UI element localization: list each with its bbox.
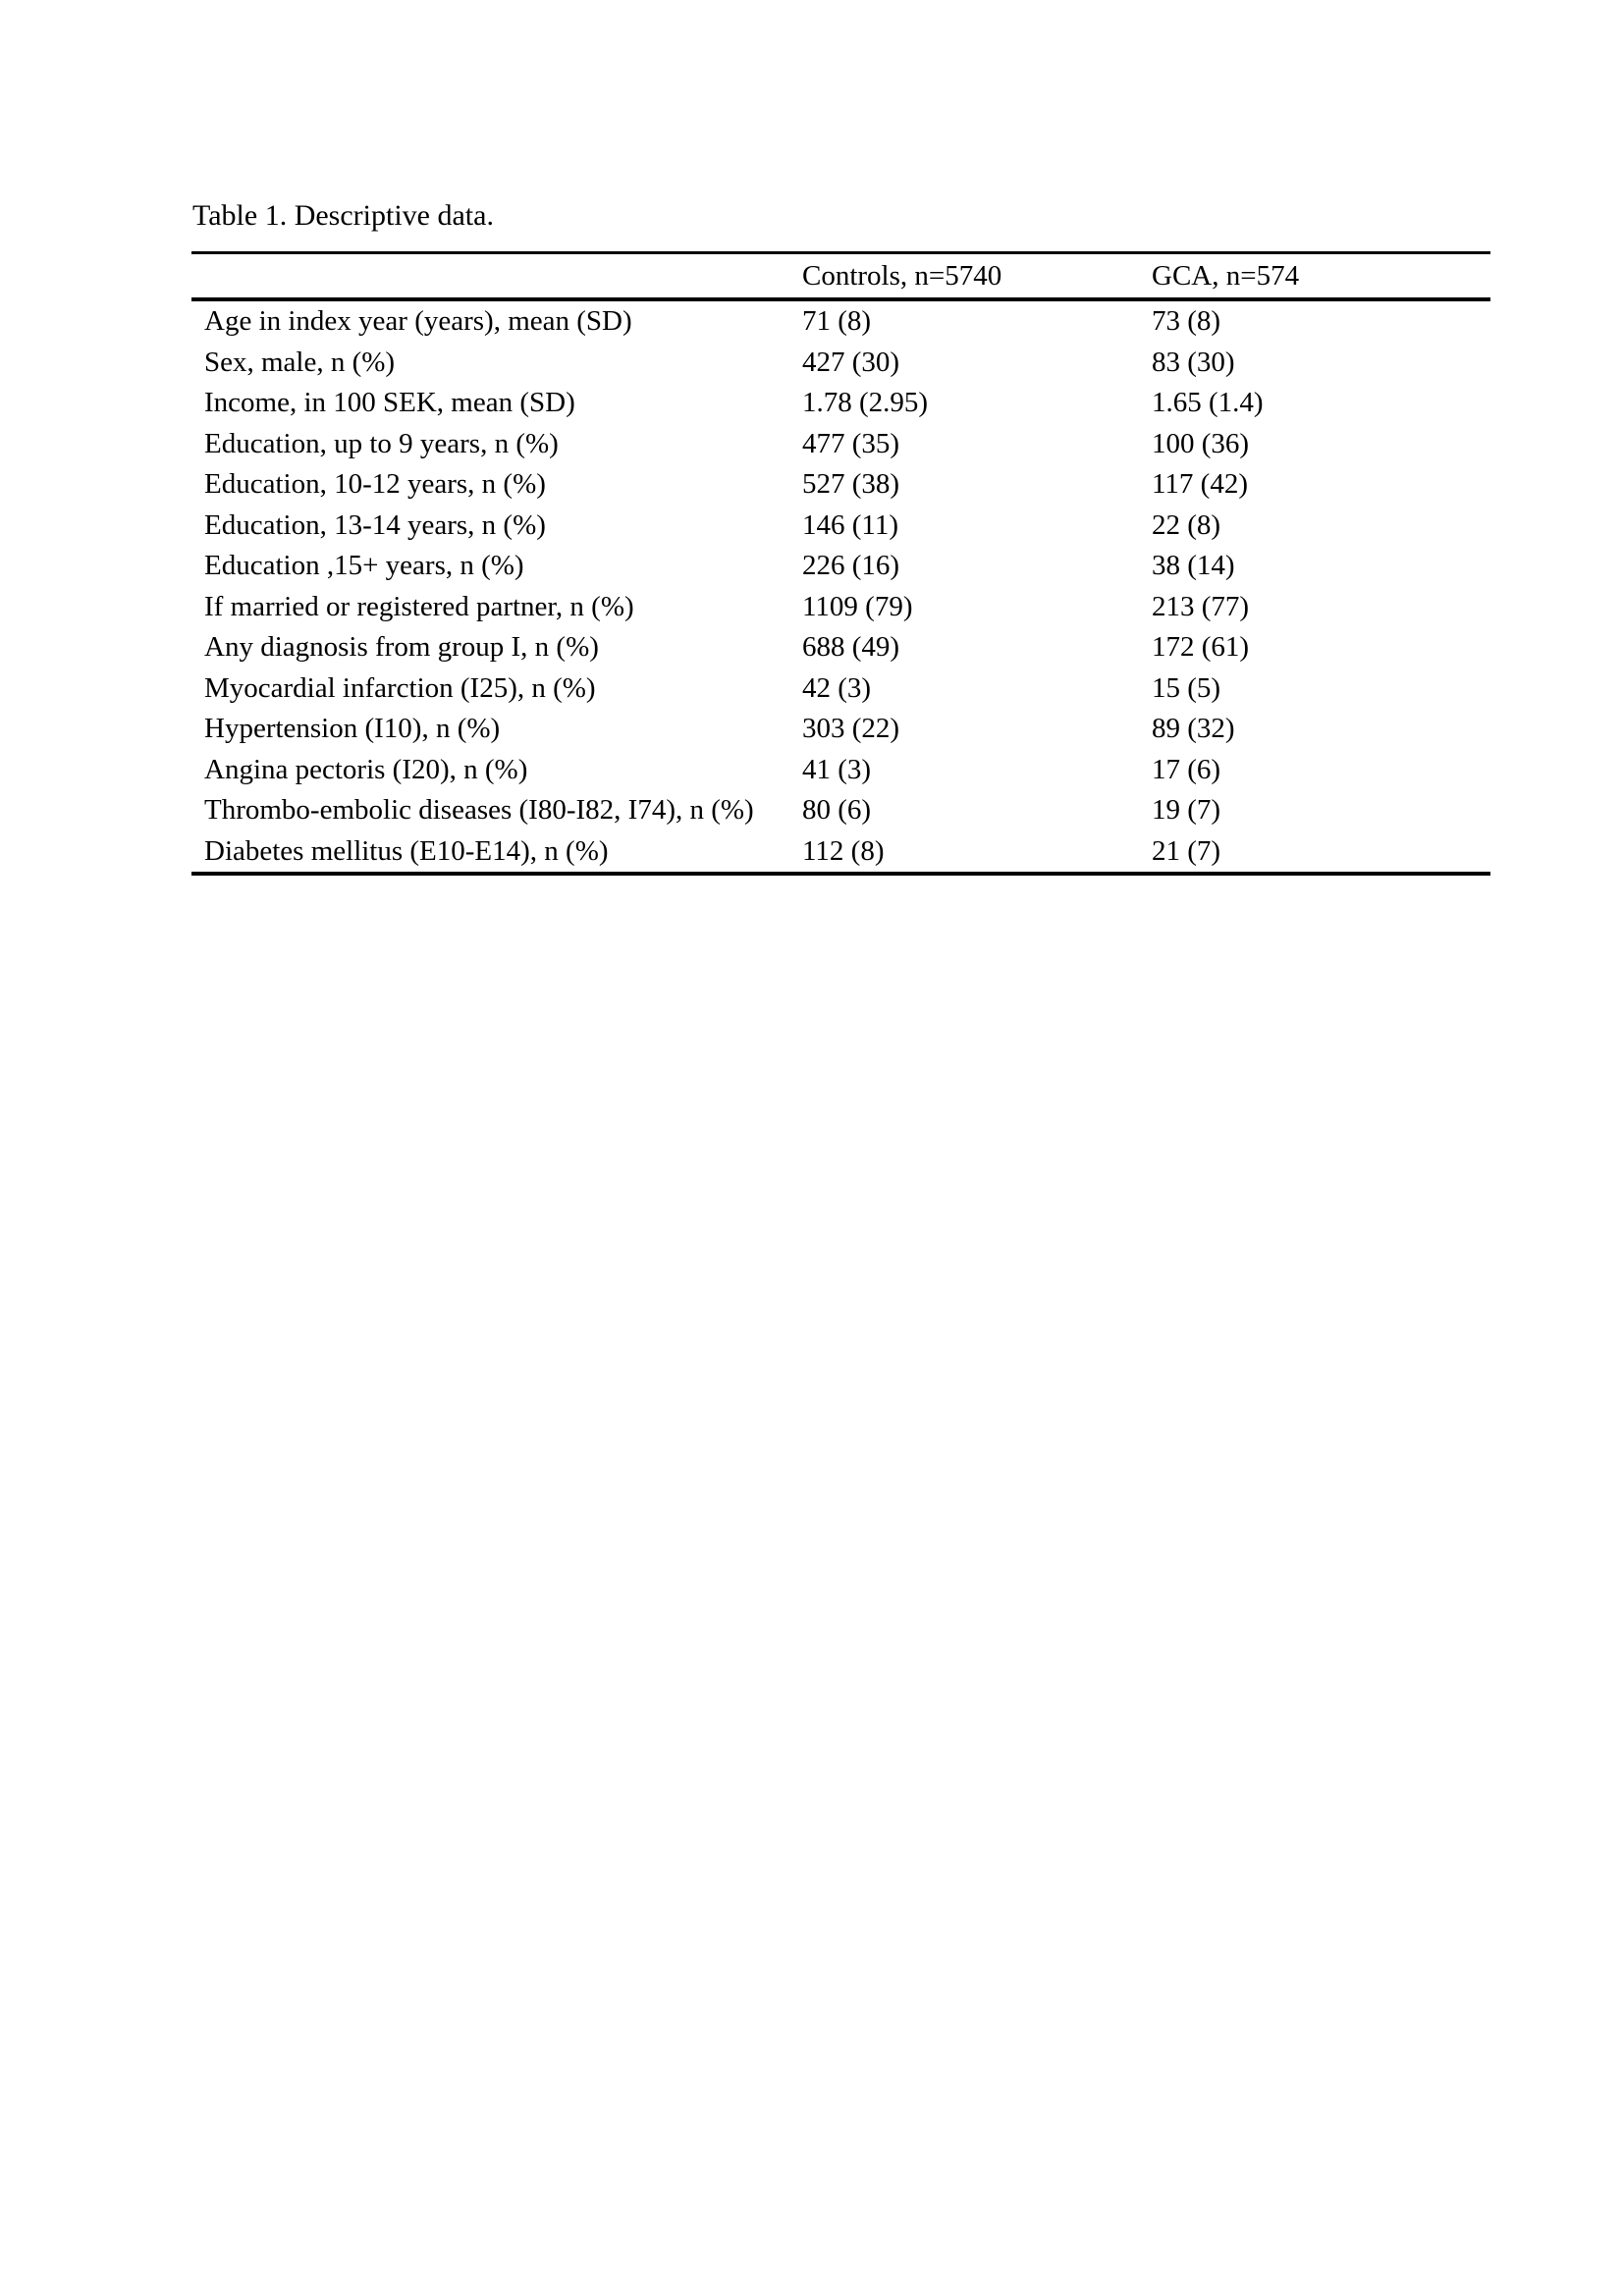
header-row (191, 253, 1490, 300)
controls-value-cell: 1109 (79) (802, 590, 913, 622)
controls-value-cell: 42 (3) (802, 671, 872, 704)
gca-value-cell: 117 (42) (1152, 468, 1248, 501)
gca-value-cell: 19 (7) (1152, 794, 1221, 827)
gca-value-cell: 213 (77) (1152, 590, 1250, 622)
gca-value-cell: 38 (14) (1152, 550, 1235, 582)
table-row (191, 627, 1490, 668)
gca-value-cell: 73 (8) (1152, 305, 1221, 338)
row-label-cell: If married or registered partner, n (%) (204, 590, 634, 622)
table-row (191, 709, 1490, 750)
controls-value-cell: 71 (8) (802, 305, 872, 338)
header-controls: Controls, n=5740 (802, 260, 1002, 292)
header-gca: GCA, n=574 (1152, 260, 1300, 292)
gca-value-cell: 22 (8) (1152, 508, 1221, 541)
controls-value-cell: 112 (8) (802, 834, 885, 867)
gca-value-cell: 172 (61) (1152, 631, 1250, 664)
table-row (191, 424, 1490, 465)
descriptive-data-table (191, 251, 1490, 876)
row-label-cell: Education, up to 9 years, n (%) (204, 427, 559, 459)
controls-value-cell: 41 (3) (802, 753, 872, 785)
controls-value-cell: 527 (38) (802, 468, 900, 501)
gca-value-cell: 21 (7) (1152, 834, 1221, 867)
gca-value-cell: 100 (36) (1152, 427, 1250, 459)
row-label-cell: Age in index year (years), mean (SD) (204, 305, 632, 338)
controls-value-cell: 303 (22) (802, 713, 900, 745)
row-label-cell: Any diagnosis from group I, n (%) (204, 631, 599, 664)
row-label-cell: Income, in 100 SEK, mean (SD) (204, 387, 575, 419)
row-label-cell: Diabetes mellitus (E10-E14), n (%) (204, 834, 609, 867)
row-label-cell: Thrombo-embolic diseases (I80-I82, I74), n (%) (204, 794, 754, 827)
table-row (191, 299, 1490, 343)
controls-value-cell: 1.78 (2.95) (802, 387, 929, 419)
controls-value-cell: 80 (6) (802, 794, 872, 827)
gca-value-cell: 17 (6) (1152, 753, 1221, 785)
row-label-cell: Myocardial infarction (I25), n (%) (204, 671, 596, 704)
gca-value-cell: 1.65 (1.4) (1152, 387, 1264, 419)
table-caption: Table 1. Descriptive data. (192, 199, 494, 232)
table-row (191, 750, 1490, 791)
row-label-cell: Hypertension (I10), n (%) (204, 713, 501, 745)
table-header (191, 253, 1490, 300)
table-row (191, 546, 1490, 587)
table-row (191, 383, 1490, 424)
row-label-cell: Angina pectoris (I20), n (%) (204, 753, 528, 785)
row-label-cell: Education, 13-14 years, n (%) (204, 508, 546, 541)
controls-value-cell: 688 (49) (802, 631, 900, 664)
row-label-cell: Sex, male, n (%) (204, 346, 396, 378)
table-row (191, 831, 1490, 875)
table-row (191, 343, 1490, 384)
table-row (191, 587, 1490, 628)
row-label-cell: Education, 10-12 years, n (%) (204, 468, 546, 501)
controls-value-cell: 226 (16) (802, 550, 900, 582)
row-label-cell: Education ,15+ years, n (%) (204, 550, 524, 582)
table-row (191, 668, 1490, 710)
gca-value-cell: 83 (30) (1152, 346, 1235, 378)
table-row (191, 506, 1490, 547)
gca-value-cell: 15 (5) (1152, 671, 1221, 704)
table-row (191, 464, 1490, 506)
gca-value-cell: 89 (32) (1152, 713, 1235, 745)
table-row (191, 790, 1490, 831)
controls-value-cell: 477 (35) (802, 427, 900, 459)
controls-value-cell: 427 (30) (802, 346, 900, 378)
table-body (191, 299, 1490, 874)
controls-value-cell: 146 (11) (802, 508, 898, 541)
header-empty (191, 253, 802, 300)
